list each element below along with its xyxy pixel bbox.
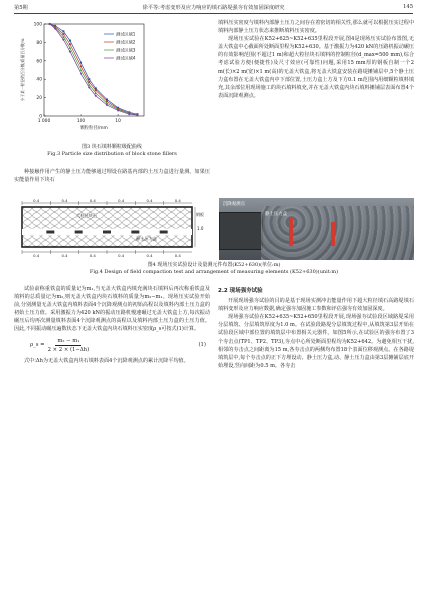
x-tick-label: 100 bbox=[76, 119, 86, 124]
legend-entry: 测试区域1 bbox=[116, 31, 136, 37]
height-dimension: 1.0 bbox=[197, 226, 204, 231]
legend-entry: 测试区域4 bbox=[116, 55, 136, 61]
legend-entry: 测试区域2 bbox=[116, 39, 136, 45]
dimension-label: 0.4 bbox=[89, 198, 96, 203]
plot-frame bbox=[44, 24, 144, 116]
field-test-photo bbox=[219, 198, 414, 260]
settlement-point-label: 沉降观测点 bbox=[223, 202, 245, 207]
pressure-cell-label: 静土压力盒 bbox=[136, 236, 157, 241]
paragraph: 开展现场强夯试验的目的是基于现场实测冲击能量作用下超大粒径填石高路堤填石填料变形及应力响应数据,确定强夯加固施工参数和评估强夯有效加固深度。 bbox=[218, 298, 414, 313]
running-title: 徐平等:考虑变形及应力响应的填石路堤强夯有效加固深度研究 bbox=[142, 5, 285, 11]
pressure-cell bbox=[160, 231, 168, 234]
equation-lhs: ρ_s = bbox=[30, 342, 45, 349]
y-tick-label: 40 bbox=[36, 77, 42, 83]
dimension-label: 0.4 bbox=[33, 253, 40, 258]
dimension-label: 0.4 bbox=[146, 198, 153, 203]
equation-number: (1) bbox=[198, 342, 206, 349]
figure-4-caption-en: Fig.4 Design of field compaction test and arrangement of measuring elements (K52+630)(unit:m) bbox=[89, 269, 339, 275]
dimension-label: 0.4 bbox=[118, 198, 125, 203]
y-tick-label: 100 bbox=[33, 22, 42, 28]
y-tick-label: 20 bbox=[36, 96, 42, 102]
paragraph: 现场压实试验在K52+625~K52+635里程段开展,图4是现场压实试验布置图,无盖大铁盒中心截面所处断面里程为K52+630。基于激振力为420 kN的压路机振动碾压的有效影响范围(不超过1 m)和超大粒径块石填料的控制粒径(d_max=500 mm),综合考虑试验方便(便捷性)及尺寸效应(可靠性)问题,采用15 mm厚的钢板自制一个2 m(长)×2 m(宽)×1 m(高)的无盖大铁盒,将无盖大铁盒安装在路堤摊铺层中,5个静土压力盒布置在无盖大铁盒内中下部位置,土压力盒上方及下方0.1 m范围内用细颗粒填料填充,其余部位用现场施工的块石填料填充,并在无盖大铁盒内块石填料摊铺层表面布置4个表面沉降观测点。 bbox=[218, 36, 414, 99]
figure-4 bbox=[14, 198, 414, 278]
section-heading: 2.2 现场强夯试验 bbox=[218, 288, 263, 294]
red-marker bbox=[331, 222, 335, 246]
steel-box-photo bbox=[219, 212, 263, 250]
dimension-label: 0.4 bbox=[174, 198, 181, 203]
dimension-label: 0.4 bbox=[146, 253, 153, 258]
paragraph: 式中:Δh为无盖大铁盒内块石填料表面4个沉降观测点的累计沉降平均值。 bbox=[24, 357, 189, 364]
data-point bbox=[62, 33, 64, 35]
paragraph: 试验前称重铁盒的质量记为m₁,当无盖大铁盒内填充满块石填料后再次称重铁盒及填料的总质量记为m₂,则无盖大铁盒内块石填料的质量为m₂−m₁。现场压实试验开始前,分别测量无盖大铁盒内填料表面4个沉降观测点的初始高程以及填料内部土压力盒的初始土压力值。采用激振力为420 kN的振动压路机慢速碾过无盖大铁盒上方,每次振动碾压后均再次测量填料表面4个沉降观测点的高程以及填料内部土压力盒的土压力值。因此,不同振动碾压遍数状态下无盖大铁盒内块石填料压实密度ρ_s可按式(1)计算。 bbox=[14, 286, 210, 333]
compaction-test-diagram bbox=[14, 198, 214, 260]
data-point bbox=[62, 30, 64, 32]
equation-numerator: m₂ − m₁ bbox=[55, 337, 81, 346]
equation-denominator: 2 × 2 × (1−Δh) bbox=[47, 346, 90, 353]
red-marker bbox=[289, 218, 293, 246]
paragraph: 填料压实密度与填料内部静土压力之间存在着密切的相关性,那么就可以根据压实过程中填料内部静土压力状态来推断填料压实密度。 bbox=[218, 20, 414, 35]
data-point bbox=[69, 43, 71, 45]
figure-3-caption-en: Fig.3 Particle size distribution of block stone fillers bbox=[47, 150, 177, 157]
right-text-top bbox=[218, 19, 414, 100]
data-point bbox=[69, 40, 71, 42]
paragraph: 现场强夯试验在K52+635~K52+650里程段开展,现场强夯试验段区域路堤采用分层填筑、分层填筑厚度为1.0 m。在试验段路堤分层填筑过程中,从填筑第3层开始在试验段区域中部位置的填筑层中布置相关元器件。如图5所示,在试验区的强夯布置了3个夯击点(TP1、TP2、TP3),夯点中心所处断面里程均为K52+642。为避免相互干扰,相邻的夯击点之间距离为15 m,各夯击点的两侧均布置18个表面位移观测点。在各路堤填筑层中,每个夯击点的正下方埋设动、静土压力盒,动、静土压力盒由第3层摊铺层底开始埋设,竖向间距为0.5 m。各夯击 bbox=[218, 314, 414, 369]
dimension-label: 0.4 bbox=[61, 253, 68, 258]
x-tick-label: 10 bbox=[115, 119, 121, 124]
figure-4-caption-cn: 图4 现场压实试验设计及量测元件布置(K52+630)(单位:m) bbox=[147, 262, 281, 268]
figure-3-caption-cn: 图3 块石填料颗粒级配曲线 bbox=[82, 144, 142, 150]
pressure-cell bbox=[75, 231, 83, 234]
data-point bbox=[80, 62, 82, 64]
dimension-label: 0.4 bbox=[61, 198, 68, 203]
dimension-label: 0.4 bbox=[174, 253, 181, 258]
pressure-cell bbox=[103, 231, 111, 234]
dimension-label: 0.4 bbox=[89, 253, 96, 258]
header-rule bbox=[14, 13, 413, 14]
steel-plate-label: 钢板 bbox=[196, 212, 204, 217]
paragraph: 种接触作用产生的静土压力能够通过埋设在路基内部的土压力盒进行量测。如果压实能量作用下块石 bbox=[14, 169, 210, 184]
equation-1 bbox=[14, 334, 210, 357]
issue-number: 第5期 bbox=[14, 5, 28, 11]
y-tick-label: 80 bbox=[36, 40, 42, 46]
particle-size-chart bbox=[14, 18, 210, 140]
pressure-cell bbox=[46, 231, 54, 234]
photo-pressure-cell-label: 静土压力盒 bbox=[265, 212, 287, 217]
dimension-label: 0.4 bbox=[118, 253, 125, 258]
figure-3 bbox=[14, 18, 210, 158]
data-point bbox=[80, 65, 82, 67]
left-text-top bbox=[14, 168, 210, 184]
data-point bbox=[95, 89, 97, 91]
page-number: 145 bbox=[403, 4, 413, 10]
y-tick-label: 60 bbox=[36, 59, 42, 65]
block-stone-label: 大粒径块石 bbox=[76, 213, 97, 218]
steel-box bbox=[22, 207, 192, 247]
y-tick-label: 0 bbox=[39, 114, 42, 120]
right-text-bottom bbox=[218, 285, 414, 370]
left-text-bottom bbox=[14, 285, 210, 365]
legend-entry: 测试区域3 bbox=[116, 47, 136, 53]
y-axis-label: 小于某一粒径的百分数/质量百分数/% bbox=[20, 38, 25, 102]
dimension-label: 0.4 bbox=[33, 198, 40, 203]
pressure-cell bbox=[131, 231, 139, 234]
x-axis-label: 颗粒粒径/mm bbox=[80, 126, 108, 131]
x-tick-label: 1 000 bbox=[37, 119, 51, 124]
